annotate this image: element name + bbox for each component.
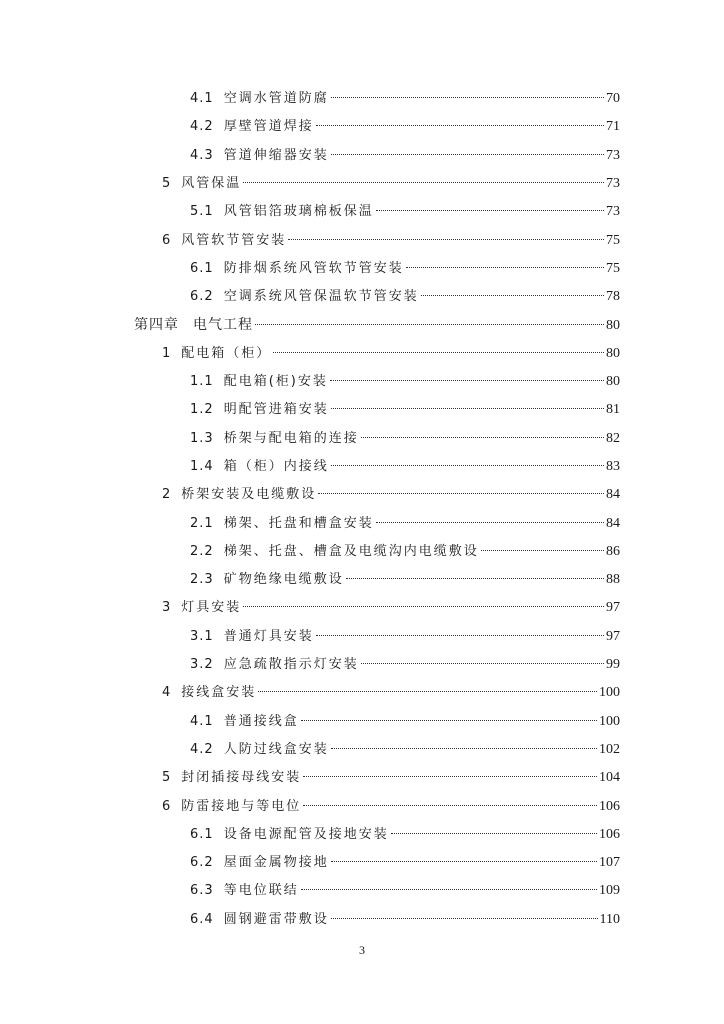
toc-subsection-entry[interactable] [190,513,620,535]
toc-entry-number: 4.3 [190,147,214,163]
toc-entry-number: 4.2 [190,741,214,757]
toc-entry-page-number: 83 [606,458,620,474]
dot-leader [273,352,604,353]
toc-entry-page-number: 100 [599,713,620,729]
toc-entry-number: 4 [162,685,172,701]
toc-entry-title: 空调水管道防腐 [223,91,329,106]
toc-entry-page-number: 73 [606,175,620,191]
dot-leader [301,889,597,890]
toc-entry-number: 6.4 [190,911,214,927]
toc-entry-number: 2.3 [190,572,214,588]
toc-entry-number: 6.1 [190,260,214,276]
dot-leader [316,635,604,636]
toc-entry-page-number: 78 [606,289,620,305]
toc-entry-title: 桥架与配电箱的连接 [223,430,359,446]
dot-leader [331,97,604,98]
toc-entry-number: 6.1 [190,826,214,842]
toc-entry-number: 3.1 [190,628,214,644]
dot-leader [376,210,604,211]
toc-subsection-entry[interactable] [190,541,620,563]
toc-subsection-entry[interactable] [190,880,620,902]
dot-leader [376,522,604,523]
toc-subsection-entry[interactable] [190,711,620,733]
toc-entry-title: 风管保温 [181,175,242,191]
dot-leader [303,805,597,806]
toc-entry-page-number: 110 [599,911,620,927]
dot-leader [303,776,597,777]
toc-entry-number: 6.3 [190,883,214,899]
dot-leader [330,380,604,381]
toc-entry-number: 2 [162,487,172,503]
toc-entry-page-number: 75 [606,260,620,276]
toc-entry-title: 空调系统风管保温软节管安装 [223,289,419,305]
toc-entry-number: 1.4 [190,458,214,474]
toc-entry-page-number: 84 [606,487,620,503]
dot-leader [406,267,604,268]
toc-entry-title: 人防过线盒安装 [223,741,329,757]
toc-entry-page-number: 86 [606,543,620,559]
toc-entry-page-number: 82 [606,430,620,446]
toc-entry-number: 6.2 [190,289,214,305]
toc-entry-page-number: 100 [599,685,620,701]
toc-entry-number: 4.2 [190,119,214,135]
toc-chapter-entry[interactable] [134,314,620,336]
dot-leader [258,691,597,692]
dot-leader [331,154,604,155]
toc-subsection-entry[interactable] [190,739,620,761]
toc-entry-page-number: 71 [606,119,620,135]
toc-entry-number: 1.3 [190,430,214,446]
dot-leader [318,493,604,494]
toc-entry-number: 1.2 [190,402,214,418]
toc-entry-number: 6.2 [190,855,214,871]
dot-leader [301,720,597,721]
toc-entry-number: 6 [162,798,172,814]
toc-entry-title: 风管软节管安装 [181,232,287,248]
toc-section-entry[interactable] [162,796,620,818]
toc-entry-title: 厚壁管道焊接 [223,119,314,135]
toc-entry-page-number: 97 [606,628,620,644]
dot-leader [361,437,604,438]
toc-entry-page-number: 75 [606,232,620,248]
toc-entry-page-number: 102 [599,741,620,757]
toc-entry-number: 4.1 [190,91,214,106]
toc-entry-number: 4.1 [190,713,214,729]
toc-entry-title: 风管铝箔玻璃棉板保温 [223,204,374,220]
dot-leader [243,606,604,607]
toc-entry-title: 等电位联结 [223,883,299,899]
toc-entry-page-number: 81 [606,402,620,418]
toc-subsection-entry[interactable] [190,456,620,478]
toc-entry-title: 应急疏散指示灯安装 [223,657,359,672]
toc-subsection-entry[interactable] [190,428,620,450]
toc-subsection-entry[interactable] [190,852,620,874]
toc-subsection-entry[interactable] [190,399,620,421]
toc-subsection-entry[interactable] [190,201,620,223]
toc-entry-number: 1.1 [190,374,214,389]
dot-leader [346,578,604,579]
toc-subsection-entry[interactable] [190,371,620,393]
dot-leader [361,663,604,664]
toc-entry-page-number: 80 [606,374,620,389]
toc-entry-title: 管道伸缩器安装 [223,147,329,163]
toc-entry-title: 防雷接地与等电位 [181,798,302,814]
toc-entry-number: 1 [162,345,172,361]
dot-leader [331,465,604,466]
toc-entry-title: 封闭插接母线安装 [181,770,302,786]
dot-leader [331,861,597,862]
toc-entry-page-number: 97 [606,600,620,616]
dot-leader [331,918,598,919]
toc-section-entry[interactable] [162,173,620,195]
toc-section-entry[interactable] [162,343,620,365]
toc-entry-page-number: 104 [599,770,620,786]
toc-entry-title: 矿物绝缘电缆敷设 [223,572,344,588]
toc-subsection-entry[interactable] [190,626,620,648]
toc-entry-number: 5.1 [190,204,214,220]
toc-entry-number: 6 [162,232,172,248]
toc-entry-title: 梯架、托盘、槽盒及电缆沟内电缆敷设 [223,543,479,559]
dot-leader [316,125,604,126]
toc-subsection-entry[interactable] [190,569,620,591]
toc-entry-page-number: 73 [606,147,620,163]
toc-entry-page-number: 88 [606,572,620,588]
toc-section-entry[interactable] [162,767,620,789]
toc-subsection-entry[interactable] [190,88,620,110]
toc-entry-title: 圆钢避雷带敷设 [223,911,329,927]
toc-entry-page-number: 107 [599,855,620,871]
toc-subsection-entry[interactable] [190,286,620,308]
toc-section-entry[interactable] [162,484,620,506]
toc-entry-page-number: 109 [599,883,620,899]
toc-section-entry[interactable] [162,230,620,252]
toc-entry-title: 配电箱(柜)安装 [223,374,328,389]
toc-entry-number: 3.2 [190,657,214,672]
toc-subsection-entry[interactable] [190,824,620,846]
toc-entry-title: 桥架安装及电缆敷设 [181,487,317,503]
toc-section-entry[interactable] [162,597,620,619]
toc-section-entry[interactable] [162,682,620,704]
toc-entry-number: 5 [162,770,172,786]
toc-entry-number: 2.1 [190,515,214,531]
toc-entry-page-number: 99 [606,657,620,672]
toc-entry-title: 梯架、托盘和槽盒安装 [223,515,374,531]
toc-subsection-entry[interactable] [190,654,620,676]
toc-entry-number: 2.2 [190,543,214,559]
toc-entry-title: 配电箱（柜） [181,345,272,361]
toc-entry-page-number: 70 [606,91,620,106]
dot-leader [391,833,597,834]
toc-entry-title: 防排烟系统风管软节管安装 [223,260,404,276]
toc-entry-number: 5 [162,175,172,191]
dot-leader [288,239,604,240]
toc-entry-title: 普通灯具安装 [223,628,314,644]
toc-entry-title: 明配管进箱安装 [223,402,329,418]
dot-leader [421,295,604,296]
dot-leader [331,748,597,749]
toc-entry-page-number: 80 [606,345,620,361]
toc-entry-page-number: 80 [606,318,620,334]
dot-leader [243,182,604,183]
toc-entry-number: 第四章 [134,317,179,334]
toc-subsection-entry[interactable] [190,909,620,931]
page-number: 3 [359,943,365,957]
toc-entry-page-number: 106 [599,798,620,814]
toc-subsection-entry[interactable] [190,116,620,138]
toc-entry-title: 箱（柜）内接线 [223,458,329,474]
dot-leader [331,408,604,409]
toc-entry-title: 设备电源配管及接地安装 [223,826,389,842]
toc-entry-title: 灯具安装 [181,600,242,616]
toc-entry-page-number: 84 [606,515,620,531]
toc-entry-title: 屋面金属物接地 [223,855,329,871]
toc-subsection-entry[interactable] [190,258,620,280]
toc-entry-title: 普通接线盒 [223,713,299,729]
dot-leader [255,324,604,325]
toc-entry-number: 3 [162,600,172,616]
toc-entry-page-number: 106 [599,826,620,842]
dot-leader [481,550,604,551]
toc-entry-title: 电气工程 [193,317,253,334]
toc-subsection-entry[interactable] [190,145,620,167]
toc-entry-page-number: 73 [606,204,620,220]
toc-entry-title: 接线盒安装 [181,685,257,701]
